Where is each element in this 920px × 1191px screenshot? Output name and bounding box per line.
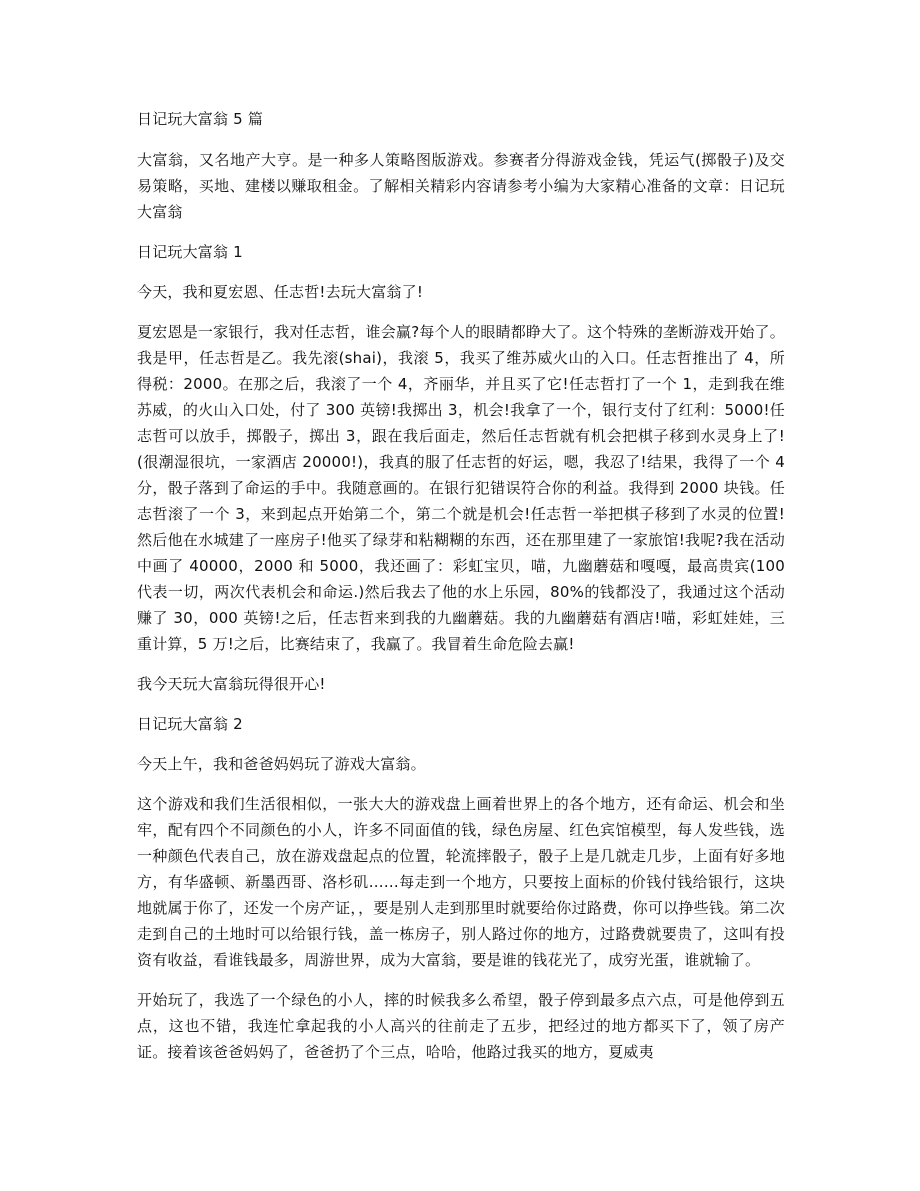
- intro-paragraph: 大富翁，又名地产大亨。是一种多人策略图版游戏。参赛者分得游戏金钱，凭运气(掷骰子)及交易策略，买地、建楼以赚取租金。了解相关精彩内容请参考小编为大家精心准备的文章：日记玩大富翁: [137, 151, 785, 221]
- paragraph: 我今天玩大富翁玩得很开心!: [137, 675, 326, 693]
- paragraph: 夏宏恩是一家银行，我对任志哲，谁会赢?每个人的眼睛都睁大了。这个特殊的垄断游戏开始了。我是甲，任志哲是乙。我先滚(shai)，我滚 5，我买了维苏威火山的入口。任志哲推出了 4，所得税：2000。在那之后，我滚了一个 4，齐丽华，并且买了它!任志哲打了一个 1，走到我在维苏威，的火山入口处，付了 300 英镑!我掷出 3，机会!我拿了一个，银行支付了红利：5000!任志哲可以放手，掷骰子，掷出 3，跟在我后面走，然后任志哲就有机会把棋子移到水灵身上了!(很潮湿很坑，一家酒店 20000!)，我真的服了任志哲的好运，嗯，我忍了!结果，我得了一个 4 分，骰子落到了命运的手中。我随意画的。在银行犯错误符合你的利益。我得到 2000 块钱。任志哲滚了一个 3，来到起点开始第二个，第二个就是机会!任志哲一举把棋子移到了水灵的位置!然后他在水城建了一座房子!他买了绿芽和粘糊糊的东西，还在那里建了一家旅馆!我呢?我在活动中画了 40000，2000 和 5000，我还画了：彩虹宝贝，喵，九幽蘑菇和嘎嘎，最高贵宾(100 代表一切，两次代表机会和命运.)然后我去了他的水上乐园，80%的钱都没了，我通过这个活动赚了 30，000 英镑!之后，任志哲来到我的九幽蘑菇。我的九幽蘑菇有酒店!喵，彩虹娃娃，三重计算，5 万!之后，比赛结束了，我赢了。我冒着生命危险去赢!: [137, 323, 785, 653]
- section-heading-1: 日记玩大富翁 1: [137, 243, 243, 261]
- paragraph: 开始玩了，我选了一个绿色的小人，摔的时候我多么希望，骰子停到最多点六点，可是他停到五点，这也不错，我连忙拿起我的小人高兴的往前走了五步，把经过的地方都买下了，领了房产证。接着该爸爸妈妈了，爸爸扔了个三点，哈哈，他路过我买的地方，夏威夷: [137, 991, 785, 1061]
- section-heading-2: 日记玩大富翁 2: [137, 715, 243, 733]
- document-title: 日记玩大富翁 5 篇: [137, 110, 264, 128]
- document-page: [137, 106, 785, 1079]
- paragraph: 这个游戏和我们生活很相似，一张大大的游戏盘上画着世界上的各个地方，还有命运、机会和坐牢，配有四个不同颜色的小人，许多不同面值的钱，绿色房屋、红色宾馆模型，每人发些钱，选一种颜色代表自己，放在游戏盘起点的位置，轮流摔骰子，骰子上是几就走几步，上面有好多地方，有华盛顿、新墨西哥、洛杉矶……每走到一个地方，只要按上面标的价钱付钱给银行，这块地就属于你了，还发一个房产证，，要是别人走到那里时就要给你过路费，你可以挣些钱。第二次走到自己的土地时可以给银行钱，盖一栋房子，别人路过你的地方，过路费就要贵了，这叫有投资有收益，看谁钱最多，周游世界，成为大富翁，要是谁的钱花光了，成穷光蛋，谁就输了。: [137, 795, 785, 969]
- paragraph: 今天，我和夏宏恩、任志哲!去玩大富翁了!: [137, 283, 424, 301]
- paragraph: 今天上午，我和爸爸妈妈玩了游戏大富翁。: [137, 755, 426, 773]
